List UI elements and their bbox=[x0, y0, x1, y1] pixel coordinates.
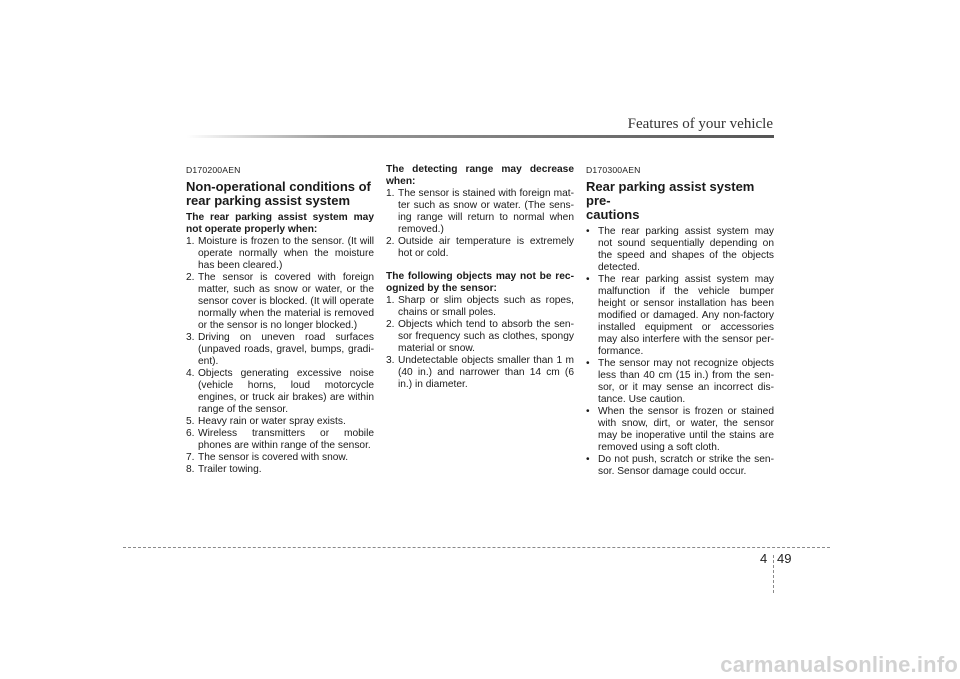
watermark: carmanualsonline.info bbox=[720, 652, 958, 677]
section-heading bbox=[186, 180, 374, 208]
bullet-icon: • bbox=[586, 274, 590, 285]
section-intro: The rear parking assist system may not operate properly when: bbox=[186, 212, 374, 235]
footer-rule bbox=[123, 547, 830, 548]
item-number: 4. bbox=[186, 368, 195, 379]
item-number: 1. bbox=[386, 295, 395, 306]
list-item bbox=[186, 428, 374, 452]
item-text: Heavy rain or water spray exists. bbox=[198, 416, 346, 427]
detecting-range-list bbox=[386, 188, 574, 260]
list-item bbox=[186, 368, 374, 416]
item-text: Trailer towing. bbox=[198, 464, 262, 475]
page-number: 49 bbox=[777, 551, 792, 566]
section-heading-line1: Non-operational conditions of bbox=[186, 179, 371, 194]
list-item bbox=[586, 358, 774, 406]
item-text: Do not push, scratch or strike the sen- sor. Sensor damage could occur. bbox=[598, 454, 774, 477]
item-text: The rear parking assist system may malfunction if the vehicle bumper height or sensor installation has been modified or damaged. Any non-factory installed equipment or accessories may also interfere with the sensor per- formance. bbox=[598, 274, 774, 357]
unrecognized-objects-list bbox=[386, 295, 574, 391]
item-number: 2. bbox=[386, 319, 395, 330]
list-item bbox=[386, 236, 574, 260]
item-number: 2. bbox=[186, 272, 195, 283]
item-text: Undetectable objects smaller than 1 m (40 in.) and narrower than 14 cm (6 in.) in diameter. bbox=[398, 355, 574, 390]
bullet-icon: • bbox=[586, 406, 590, 417]
section-heading-line1: Rear parking assist system pre- bbox=[586, 179, 755, 208]
detecting-range-intro: The detecting range may decrease when: bbox=[386, 164, 574, 187]
spacer bbox=[386, 260, 574, 271]
bullet-icon: • bbox=[586, 358, 590, 369]
list-item bbox=[586, 454, 774, 478]
bullet-icon: • bbox=[586, 226, 590, 237]
item-number: 7. bbox=[186, 452, 195, 463]
item-number: 1. bbox=[386, 188, 395, 199]
item-text: Objects which tend to absorb the sen- sor frequency such as clothes, spongy material or snow. bbox=[398, 319, 574, 354]
chapter-number: 4 bbox=[760, 551, 768, 566]
header-rule bbox=[187, 135, 774, 138]
list-item bbox=[586, 226, 774, 274]
section-code: D170300AEN bbox=[586, 165, 641, 175]
list-item bbox=[186, 452, 374, 464]
item-number: 8. bbox=[186, 464, 195, 475]
list-item bbox=[186, 236, 374, 272]
section-heading bbox=[586, 180, 774, 222]
unrecognized-objects-intro: The following objects may not be rec- ognized by the sensor: bbox=[386, 271, 574, 294]
list-item bbox=[386, 355, 574, 391]
item-text: Moisture is frozen to the sensor. (It will operate normally when the moisture has been cleared.) bbox=[198, 236, 374, 271]
item-text: The sensor is stained with foreign mat- ter such as snow or water. (The sens- ing range will return to normal when removed.) bbox=[398, 188, 574, 235]
item-number: 6. bbox=[186, 428, 195, 439]
item-text: When the sensor is frozen or stained with snow, dirt, or water, the sensor may be inoperative until the stains are removed using a soft cloth. bbox=[598, 406, 774, 453]
item-text: The sensor may not recognize objects less than 40 cm (15 in.) from the sen- sor, or it may sense an incorrect dis- tance. Use caution. bbox=[598, 358, 774, 405]
list-item bbox=[386, 295, 574, 319]
section-code: D170200AEN bbox=[186, 165, 241, 175]
list-item bbox=[586, 274, 774, 358]
list-item bbox=[186, 464, 374, 476]
bullet-icon: • bbox=[586, 454, 590, 465]
item-number: 5. bbox=[186, 416, 195, 427]
section-heading-line2: cautions bbox=[586, 207, 640, 222]
item-text: Driving on uneven road surfaces (unpaved roads, gravel, bumps, gradi- ent). bbox=[198, 332, 374, 367]
section-heading-line2: rear parking assist system bbox=[186, 193, 351, 208]
footer-divider bbox=[773, 555, 774, 593]
list-item bbox=[186, 332, 374, 368]
list-item bbox=[586, 406, 774, 454]
column-precautions bbox=[586, 164, 774, 478]
item-text: Outside air temperature is extremely hot or cold. bbox=[398, 236, 574, 259]
item-text: The sensor is covered with snow. bbox=[198, 452, 349, 463]
header-title: Features of your vehicle bbox=[627, 116, 773, 132]
item-text: Objects generating excessive noise (vehicle horns, loud motorcycle engines, or truck air brakes) are within range of the sensor. bbox=[198, 368, 374, 415]
item-number: 3. bbox=[386, 355, 395, 366]
item-text: Wireless transmitters or mobile phones are within range of the sensor. bbox=[198, 428, 374, 451]
item-text: The rear parking assist system may not sound sequentially depending on the speed and shapes of the objects detected. bbox=[598, 226, 774, 273]
column-non-operational bbox=[186, 164, 374, 476]
item-text: The sensor is covered with foreign matter, such as snow or water, or the sensor cover is blocked. (It will operate normally when the material is removed or the sensor is no longer blocked.) bbox=[198, 272, 374, 331]
condition-list bbox=[186, 236, 374, 476]
item-text: Sharp or slim objects such as ropes, chains or small poles. bbox=[398, 295, 574, 318]
list-item bbox=[386, 319, 574, 355]
list-item bbox=[186, 272, 374, 332]
item-number: 1. bbox=[186, 236, 195, 247]
column-detecting-range bbox=[386, 164, 574, 391]
list-item bbox=[186, 416, 374, 428]
precaution-list bbox=[586, 226, 774, 478]
item-number: 2. bbox=[386, 236, 395, 247]
item-number: 3. bbox=[186, 332, 195, 343]
list-item bbox=[386, 188, 574, 236]
